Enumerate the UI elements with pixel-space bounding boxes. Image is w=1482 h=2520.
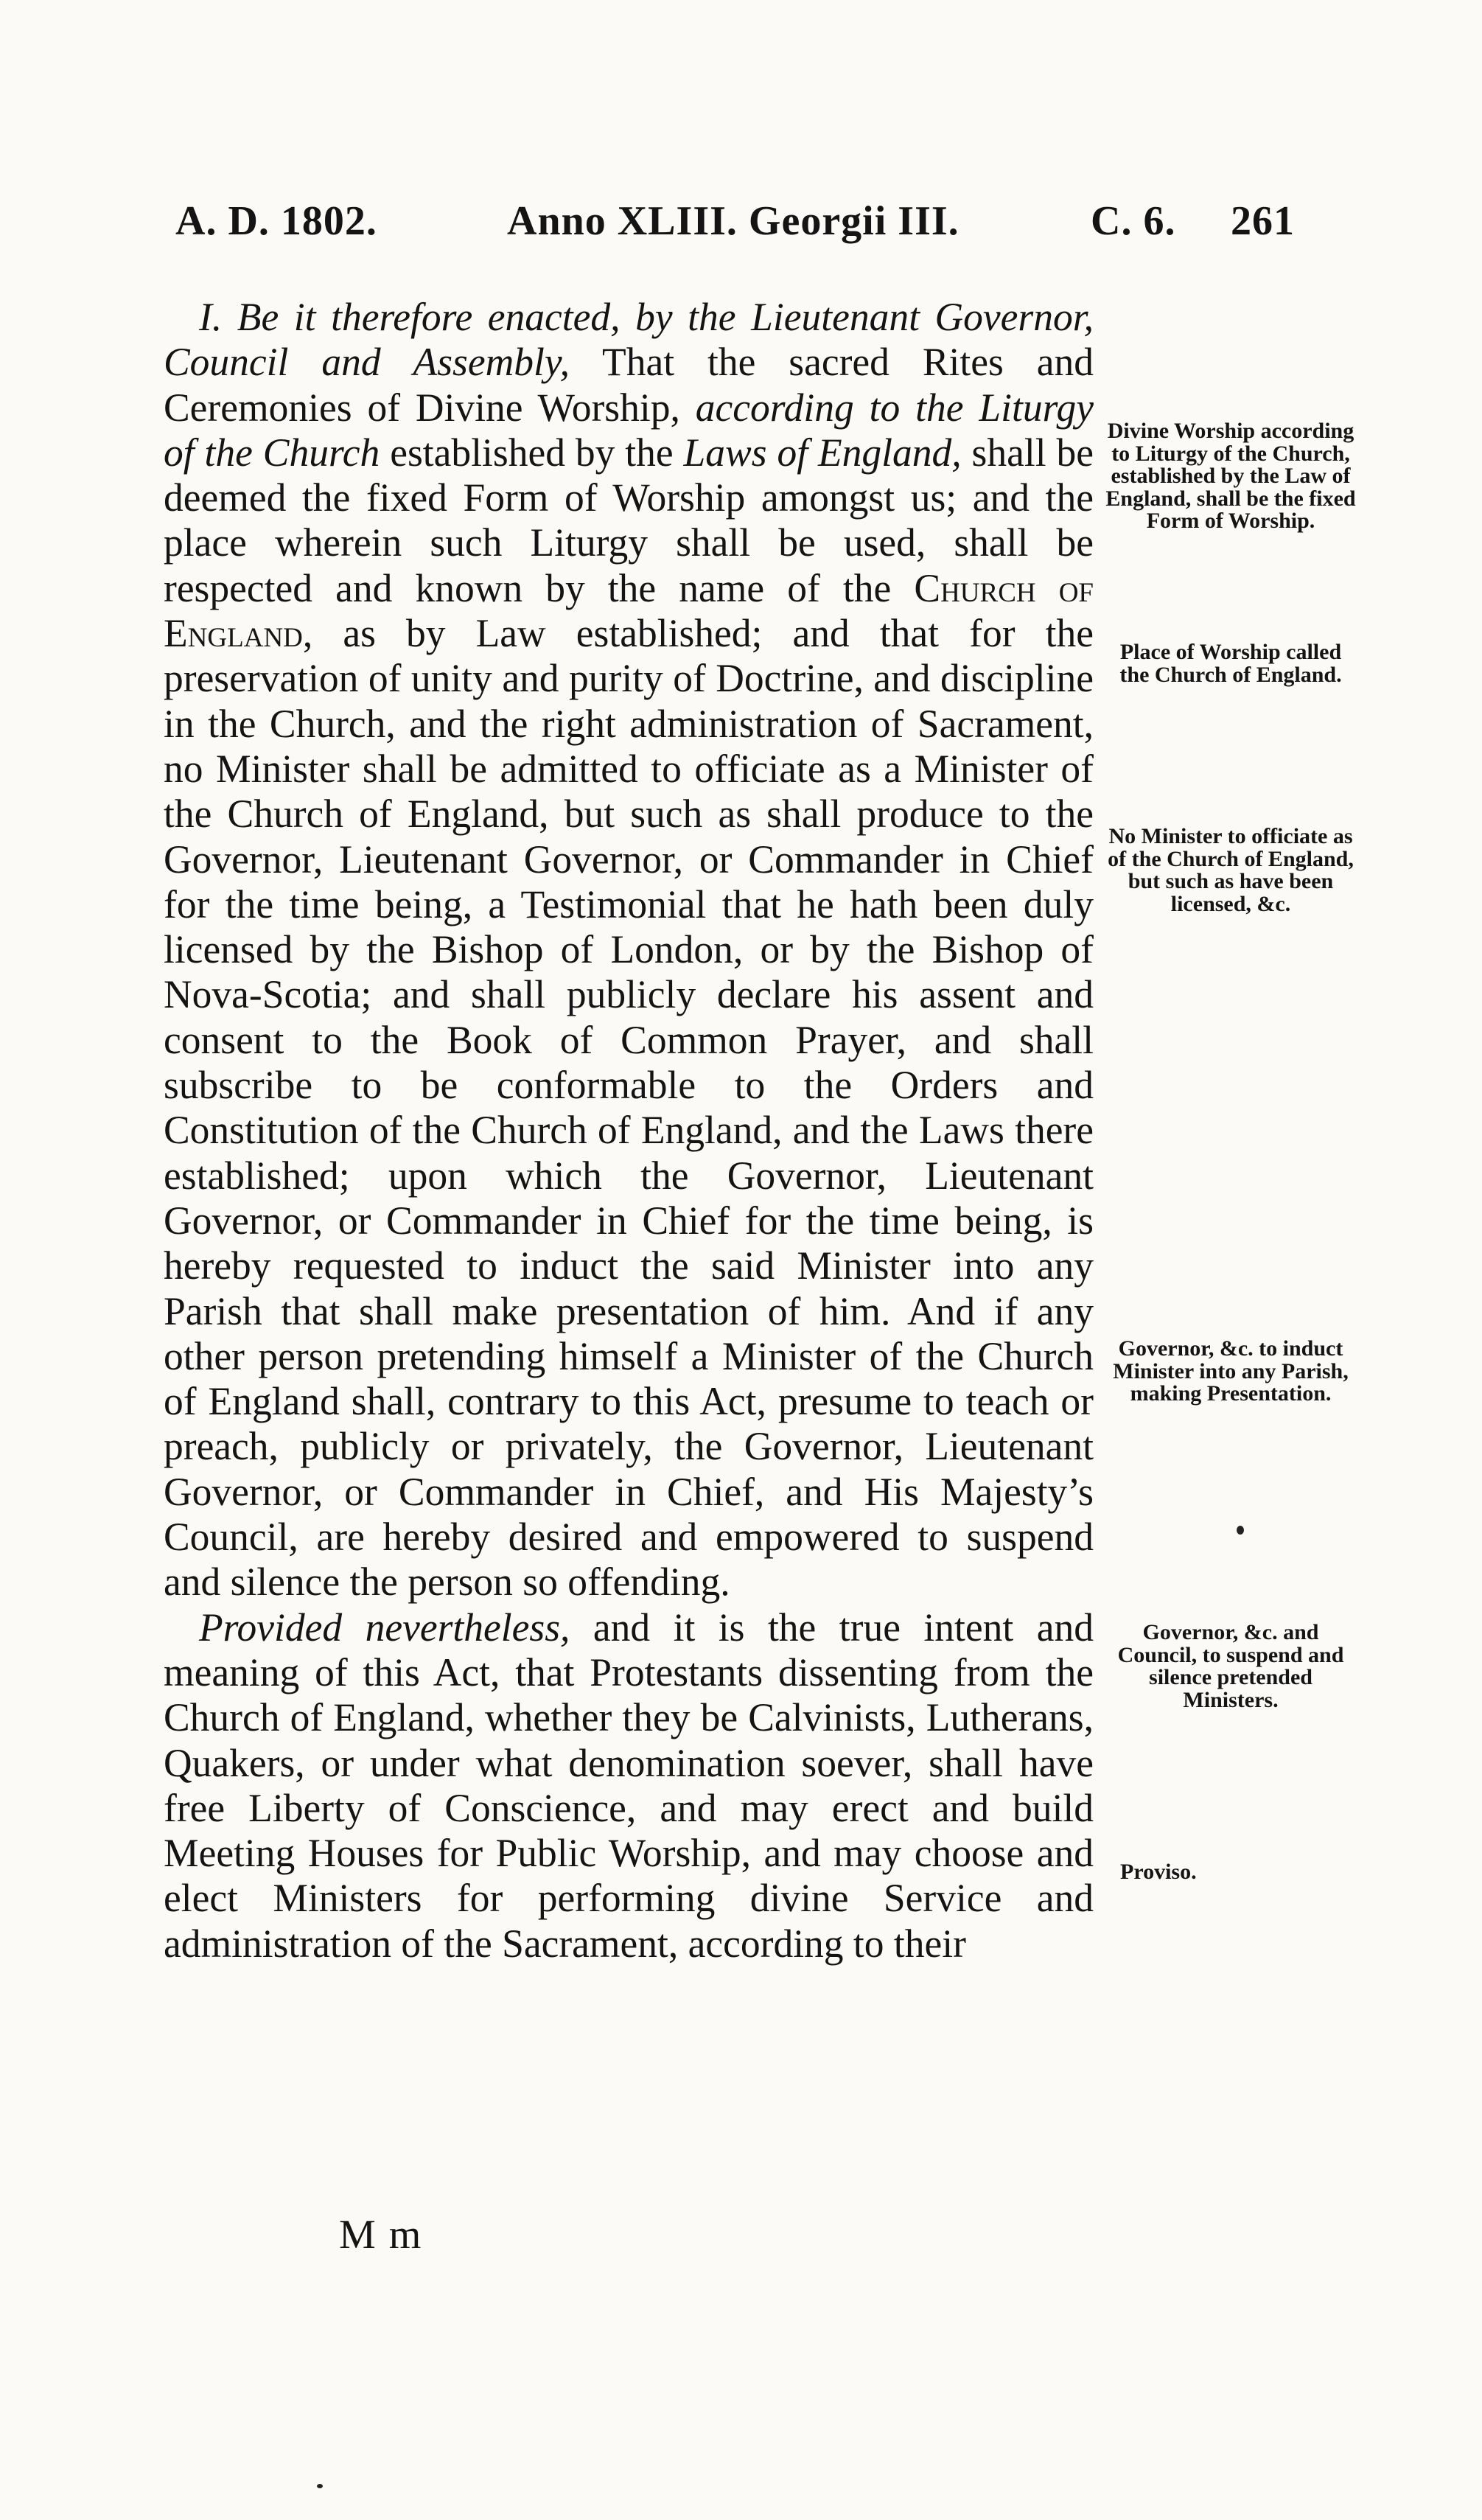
page-number: 261: [1231, 198, 1295, 244]
margin-note-proviso: Proviso.: [1120, 1860, 1197, 1884]
ink-speck: [317, 2484, 323, 2488]
laws-phrase: Laws of England,: [683, 430, 962, 475]
enacting-clause: I. Be it therefore enacted, by the Lieutenant Governor, Council and Assembly,: [164, 295, 1094, 385]
liturgy-phrase: according to the Liturgy of the Church: [164, 385, 1094, 475]
running-header: [175, 198, 1369, 256]
header-year: A. D. 1802.: [175, 198, 377, 244]
paragraph-enactment: [164, 295, 1094, 1605]
para1-text2: established by the: [380, 430, 684, 475]
margin-note-divine-worship: Divine Worship according to Liturgy of the Church, established by the Law of England, shall be the fixed Form of Worship.: [1105, 419, 1356, 533]
margin-note-governor-induct: Governor, &c. to induct Minister into any Parish, making Presentation.: [1113, 1336, 1349, 1406]
para1-text1: That the sacred Rites and Ceremonies of Divine Worship,: [164, 340, 1094, 430]
margin-note-place-of-worship: Place of Worship called the Church of England.: [1119, 640, 1342, 687]
header-chapter: C. 6.: [1091, 198, 1176, 244]
church-of-england-phrase: Church of England,: [164, 565, 1094, 656]
header-title: Anno XLIII. Georgii III.: [507, 198, 960, 244]
paragraph-proviso: [164, 1605, 1094, 1966]
para1-text3: shall be deemed the fixed Form of Worship amongst us; and the place wherein such Liturgy shall be used, shall be respected and known by the name of the: [164, 430, 1094, 610]
para2-text: and it is the true intent and meaning of this Act, that Protestants dissenting from the Church of England, whether they be Calvinists, Lutherans, Quakers, or under what denomination soever, shall have free Liberty of Conscience, and may erect and build Meeting Houses for Public Worship, and may choose and elect Ministers for performing divine Service and administration of the Sacrament, according to their: [164, 1605, 1094, 1966]
margin-note-governor-council: Governor, &c. and Council, to suspend and silence pretended Ministers.: [1117, 1620, 1344, 1712]
margin-note-no-minister: No Minister to officiate as of the Church of England, but such as have been licensed, &c.: [1108, 824, 1354, 916]
proviso-clause: Provided nevertheless,: [199, 1605, 570, 1650]
main-text: [164, 295, 1094, 1966]
signature-mark: M m: [339, 2212, 423, 2258]
para1-text4: as by Law established; and that for the preservation of unity and purity of Doctrine, and discipline in the Church, and the right administration of Sacrament, no Minister shall be admitted to officiate as a Minister of the Church of England, but such as shall produce to the Governor, Lieutenant Governor, or Commander in Chief for the time being, a Testimonial that he hath been duly licensed by the Bishop of London, or by the Bishop of Nova-Scotia; and shall publicly declare his assent and consent to the Book of Common Prayer, and shall subscribe to be conformable to the Orders and Constitution of the Church of England, and the Laws there established; upon which the Governor, Lieutenant Governor, or Commander in Chief for the time being, is hereby requested to induct the said Minister into any Parish that shall make presentation of him. And if any other person pretending himself a Minister of the Church of England shall, contrary to this Act, presume to teach or preach, publicly or privately, the Governor, Lieutenant Governor, or Commander in Chief, and His Majesty’s Council, are hereby desired and empowered to suspend and silence the person so offending.: [164, 611, 1094, 1605]
ink-speck: [1237, 1526, 1244, 1535]
